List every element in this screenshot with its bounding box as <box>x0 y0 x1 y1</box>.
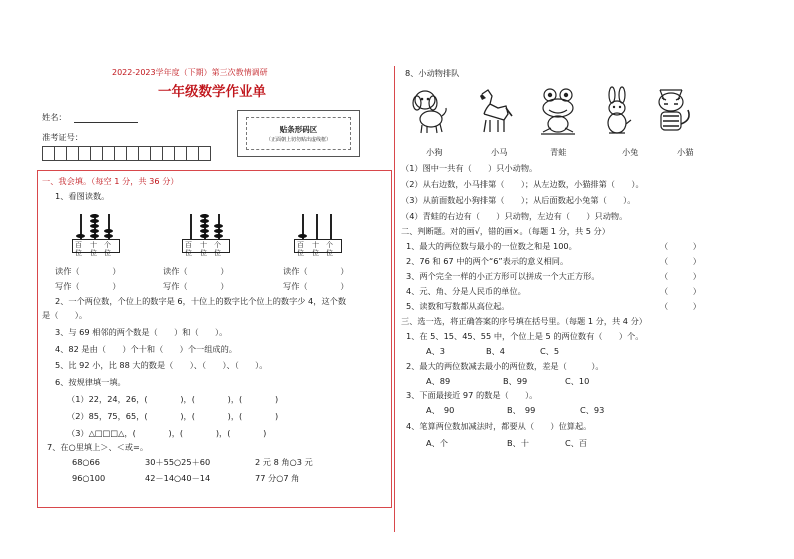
read-answer-2[interactable]: 读作（ ） <box>163 266 229 276</box>
abacus-label: 十 <box>200 241 207 249</box>
choice-option[interactable]: B、 99 <box>507 405 536 415</box>
judge-item: 4、元、角、分是人民币的单位。 <box>406 286 526 296</box>
q6-pattern-3: （3）△□□□△，( )，( )，( ) <box>67 428 267 438</box>
page-title: 一年级数学作业单 <box>158 84 266 100</box>
q8-text: 8、小动物排队 <box>405 68 460 78</box>
dog-icon <box>407 86 449 136</box>
choice-option[interactable]: C、百 <box>565 438 588 448</box>
choice-q2: 2、最大的两位数减去最小的两位数，差是（ ）。 <box>406 361 604 371</box>
choice-option[interactable]: C、93 <box>580 405 605 415</box>
column-divider <box>394 66 395 532</box>
abacus-label: 位 <box>297 249 304 257</box>
judge-answer[interactable]: （ ） <box>660 271 701 281</box>
abacus-label: 十 <box>90 241 97 249</box>
choice-q3: 3、下面最接近 97 的数是（ ）。 <box>406 390 538 400</box>
q8-sub-1: （1）图中一共有（ ）只小动物。 <box>401 163 538 173</box>
read-answer-1[interactable]: 读作（ ） <box>55 266 121 276</box>
abacus-label: 位 <box>200 249 207 257</box>
barcode-title: 贴条形码区 <box>279 125 318 134</box>
judge-answer[interactable]: （ ） <box>660 286 701 296</box>
q8-sub-4: （4）青蛙的右边有（ ）只动物，左边有（ ）只动物。 <box>401 211 628 221</box>
animal-name-frog: 青蛙 <box>550 147 567 157</box>
section-two-heading: 二、判断题。对的画√，错的画×。（每题 1 分，共 5 分） <box>401 226 610 236</box>
compare-item: 42－14○40－14 <box>145 473 211 483</box>
cat-icon <box>652 86 694 136</box>
abacus-label: 个 <box>214 241 221 249</box>
choice-option[interactable]: A、89 <box>426 376 451 386</box>
abacus-label: 位 <box>214 249 221 257</box>
q5-text: 5、比 92 小，比 88 大的数是（ ）、（ ）、（ ）。 <box>55 360 268 370</box>
section-one-heading: 一、我会填。（每空 1 分，共 36 分） <box>42 176 179 186</box>
abacus-label: 位 <box>185 249 192 257</box>
write-answer-2[interactable]: 写作（ ） <box>163 281 229 291</box>
judge-item: 1、最大的两位数与最小的一位数之和是 100。 <box>406 241 577 251</box>
name-field[interactable] <box>74 121 138 123</box>
abacus-label: 位 <box>326 249 333 257</box>
compare-item: 68○66 <box>72 457 100 467</box>
exam-no-label: 准考证号： <box>42 132 83 142</box>
choice-option[interactable]: A、3 <box>426 346 445 356</box>
animal-name-rabbit: 小兔 <box>622 147 639 157</box>
judge-answer[interactable]: （ ） <box>660 256 701 266</box>
abacus-label: 十 <box>312 241 319 249</box>
animal-name-horse: 小马 <box>491 147 508 157</box>
choice-option[interactable]: A、个 <box>426 438 448 448</box>
q8-sub-2: （2）从右边数，小马排第（ ）；从左边数，小猫排第（ ）。 <box>401 179 644 189</box>
q2-text: 2、一个两位数，个位上的数字是 6，十位上的数字比个位上的数字少 4，这个数 <box>55 296 347 306</box>
choice-option[interactable]: C、5 <box>540 346 560 356</box>
compare-item: 96○100 <box>72 473 106 483</box>
choice-option[interactable]: B、4 <box>486 346 506 356</box>
choice-q4: 4、笔算两位数加减法时，都要从（ ）位算起。 <box>406 421 592 431</box>
abacus-3 <box>294 214 340 274</box>
q8-sub-3: （3）从前面数起小狗排第（ ）；从后面数起小兔第（ ）。 <box>401 195 636 205</box>
write-answer-1[interactable]: 写作（ ） <box>55 281 121 291</box>
q4-text: 4、82 是由（ ）个十和（ ）个一组成的。 <box>55 344 237 354</box>
q6-text: 6、按规律填一填。 <box>55 377 126 387</box>
choice-option[interactable]: B、十 <box>507 438 529 448</box>
name-label: 姓名： <box>42 112 67 122</box>
abacus-label: 位 <box>75 249 82 257</box>
frog-icon <box>537 86 579 136</box>
choice-option[interactable]: A、 90 <box>426 405 455 415</box>
section-three-heading: 三、选一选，将正确答案的序号填在括号里。（每题 1 分，共 4 分） <box>401 316 647 326</box>
abacus-label: 位 <box>90 249 97 257</box>
q2-text-cont: 是（ ）。 <box>42 310 88 320</box>
q1-text: 1、看图读数。 <box>55 191 110 201</box>
exam-no-boxes[interactable] <box>42 146 218 161</box>
read-answer-3[interactable]: 读作（ ） <box>283 266 349 276</box>
q6-pattern-1: （1）22，24，26，( )，( )，( ) <box>67 394 279 404</box>
q6-pattern-2: （2）85，75，65，( )，( )，( ) <box>67 411 279 421</box>
q3-text: 3、与 69 相邻的两个数是（ ）和（ ）。 <box>55 327 228 337</box>
judge-item: 3、两个完全一样的小正方形可以拼成一个大正方形。 <box>406 271 600 281</box>
rabbit-icon <box>597 86 639 136</box>
judge-item: 2、76 和 67 中的两个“6”表示的意义相同。 <box>406 256 569 266</box>
judge-answer[interactable]: （ ） <box>660 301 701 311</box>
compare-item: 2 元 8 角○3 元 <box>255 457 313 467</box>
animal-name-cat: 小猫 <box>677 147 694 157</box>
compare-item: 77 分○7 角 <box>255 473 300 483</box>
barcode-note: （正面朝上切勿贴出虚线框） <box>265 137 331 143</box>
abacus-label: 百 <box>75 241 82 249</box>
abacus-label: 位 <box>104 249 111 257</box>
choice-option[interactable]: C、10 <box>565 376 590 386</box>
q7-text: 7、在○里填上＞、＜或=。 <box>47 442 149 452</box>
abacus-label: 百 <box>185 241 192 249</box>
choice-option[interactable]: B、99 <box>503 376 528 386</box>
abacus-label: 位 <box>312 249 319 257</box>
abacus-label: 个 <box>104 241 111 249</box>
judge-item: 5、读数和写数都从高位起。 <box>406 301 510 311</box>
abacus-label: 个 <box>326 241 333 249</box>
judge-answer[interactable]: （ ） <box>660 241 701 251</box>
barcode-area <box>237 110 360 157</box>
abacus-label: 百 <box>297 241 304 249</box>
abacus-1 <box>72 214 118 274</box>
animal-name-dog: 小狗 <box>426 147 443 157</box>
choice-q1: 1、在 5、15、45、55 中，个位上是 5 的两位数有（ ）个。 <box>406 331 644 341</box>
exam-subtitle: 2022-2023学年度（下期）第三次教情调研 <box>112 68 268 77</box>
abacus-2 <box>182 214 228 274</box>
exam-no-cell[interactable] <box>198 146 211 161</box>
write-answer-3[interactable]: 写作（ ） <box>283 281 349 291</box>
compare-item: 30＋55○25＋60 <box>145 457 211 467</box>
horse-icon <box>472 86 514 136</box>
